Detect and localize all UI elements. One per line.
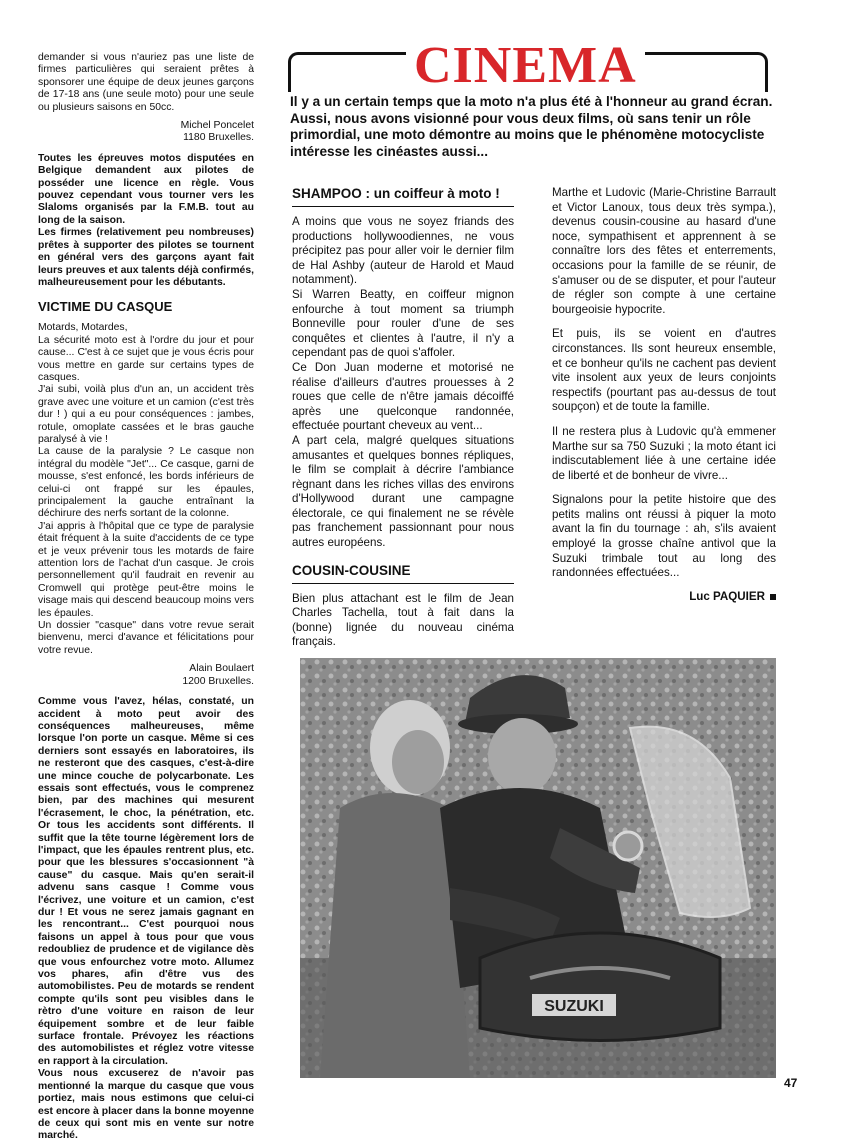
signature-name: Michel Poncelet [180,120,254,132]
letter-text: demander si vous n'auriez pas une liste de firmes particulières qui seraient prêtes à sponsorer une équipe de deux jeunes garçons de 17-18 ans (une seule moto) pour une seule ou plusieurs saisons en 50cc. [38,52,254,113]
review-text: A moins que vous ne soyez friands des productions hollywoodiennes, ne vous précipitez pas pour aller voir le dernier film de Hal Ashby (auteur de Harold et Maud notamment). [292,215,514,287]
shampoo-heading: SHAMPOO : un coiffeur à moto ! [292,186,514,207]
film-still-illustration [300,658,776,1078]
review-text: Signalons pour la petite histoire que des petits malins ont réussi à piquer la moto avant la fin du tournage : ah, s'ils avaient employé la grosse chaîne antivol que la Suzuki trimbale tout au long des randonnées effectuées... [552,493,776,580]
review-text: Il ne restera plus à Ludovic qu'à emmener Marthe sur sa 750 Suzuki ; la moto étant ici indiscutablement liée à une certaine idée de liberté et de bonheur de vivre... [552,424,776,482]
letter-text: Un dossier "casque" dans votre revue serait bienvenu, merci d'avance et félicitations pour votre revue. [38,620,254,656]
section-heading: VICTIME DU CASQUE [38,299,173,315]
letter-text: J'ai appris à l'hôpital que ce type de paralysie était fréquent à la suite d'accidents de ce type et je veux prévenir tous les motards de faire attention lors de l'achat d'un casque. Je crois personnellement qu'il faudrait en revenir au Cromwell qui protège peut-être moins le visage mais qui descend beaucoup moins vers les épaules. [38,520,254,619]
author-signature [552,591,776,603]
review-text: A part cela, malgré quelques situations amusantes et quelques bonnes répliques, le film se complait à décrire l'ambiance règnant dans les riches villas des environs d'Hollywood durant une campagne électorale, ce qui finalement ne se révèle pas franchement passionnant pour nous autres européens. [292,433,514,550]
review-text: Si Warren Beatty, en coiffeur mignon enfourche à tout moment sa triumph Bonneville pour rouler d'une de ses conquêtes et clientes à l'autre, il n'y a cependant pas de quoi s'affoler. [292,287,514,360]
page-number: 47 [784,1076,798,1090]
letter-text: La sécurité moto est à l'ordre du jour et pour cause... C'est à ce sujet que je vous écris pour vous mettre en garde sur certains types de casques. [38,334,254,383]
tank-logo: SUZUKI [544,998,604,1015]
shampoo-column [292,186,514,650]
cousin-column [552,186,776,603]
intro-line: Il y a un certain temps que la moto n'a plus été à l'honneur au grand écran. [290,94,773,109]
film-still-photo [300,658,776,1078]
cinema-header [288,37,776,180]
review-text: Ce Don Juan moderne et motorisé ne réalise d'ailleurs d'autres prouesses à 2 roues que celle de n'être jamais décoiffé après une quelconque randonnée, effectuée pourtant cheveux au vent... [292,360,514,433]
author-name: Luc PAQUIER [689,589,765,603]
review-text: Et puis, ils se voient en d'autres circonstances. Ils sont heureux ensemble, et ce bonheur qu'ils ne cachent pas devient vite insolent aux yeux de leurs conjoints respectifs (pourtant pas au-dessus de tout soupçon) et de toute la famille. [552,327,776,414]
letter-signature [38,120,254,145]
letter-text: J'ai subi, voilà plus d'un an, un accident très grave avec une voiture et un camion (c'est très dur ! ) qui a eu pour conséquences : jambes, rotule, omoplate cassées et le bras gauche paralysé à vie ! [38,384,254,445]
letter-text: La cause de la paralysie ? Le casque non intégral du modèle "Jet"... Ce casque, garni de mousse, s'est enfoncé, les bords inférieurs de celui-ci ont frappé sur les épaules, principalement la gauche entraînant la déchirure des nerfs sortant de la colonne. [38,446,254,520]
editor-reply: Toutes les épreuves motos disputées en Belgique demandent aux pilotes de posséder une licence en règle. Vous pouvez cependant vous tourner vers les Slaloms organisés par la F.M.B. tout au long de la saison. [38,152,254,226]
letter-text: Motards, Motardes, [38,322,128,334]
signature-city: 1180 Bruxelles. [183,132,254,144]
cinema-intro [290,94,774,160]
signature-name: Alain Boulaert [189,663,254,675]
intro-line: Aussi, nous avons visionné pour vous deux films, où sans tenir un rôle primordial, une moto démontre au moins que le phénomène motocycliste intéresse les cinéastes aussi... [290,110,765,159]
cinema-title: CINEMA [406,40,645,92]
review-text: Marthe et Ludovic (Marie-Christine Barrault et Victor Lanoux, tous deux très sympa.), devenus cousin-cousine au hasard d'une noce, sympathisent et apprennent à se connaître lors des fêtes et enterrements, occasions pour la famille de se réunir, de s'amuser ou de se disputer, et pour l'auteur de régler son compte à une certaine bourgeoisie hypocrite. [552,186,776,316]
editor-reply: Comme vous l'avez, hélas, constaté, un accident à moto peut avoir des conséquences malheureuses, même lorsque l'on porte un casque. Même si ces derniers sont essayés en laboratoires, ils ne resteront que des casques, c'est-à-dire une mince couche de polycarbonate. Les essais sont effectués, vous le comprenez bien, par des machines qui mesurent l'écrasement, le choc, la pénétration, etc. Or tous les accidents sont différents. Il suffit que la tête tourne légèrement lors de l'impact, que les épaules rentrent plus, etc. pour que les blessures s'occasionnent "à cause" du casque. Mais qu'en serait-il advenu sans casque ! Comme vous l'écrivez, une voiture et un camion, c'est dur ! Et vous ne serez jamais gagnant en les rencontrant... C'est pourquoi nous faisons un appel à tous pour que vous redoubliez de prudence et de vigilance dès que vous enfourchez votre moto. Allumez vos phares, afin d'être vus des automobilistes. Peu de motards se rendent compte qu'ils sont peu visibles dans le rètro d'une voiture en raison de leur équipement sombre et de leur faible surface frontale. Prévoyez les réactions des automobilistes et réglez votre vitesse en rapport à la circulation. [38,696,254,1067]
editor-reply: Vous nous excuserez de n'avoir pas mentionné la marque du casque que vous portiez, mais nous estimons que celui-ci est encore à placer dans la bonne moyenne de ceux qui sont mis en vente sur notre marché. [38,1068,254,1142]
cousin-heading: COUSIN-COUSINE [292,563,514,584]
letters-column [38,52,254,1143]
end-square-icon [770,594,776,600]
editor-reply: Les firmes (relativement peu nombreuses) prêtes à supporter des pilotes se tournent en général vers des garçons ayant fait leurs preuves et aux talents déjà confirmés, malheureusement pour les débutants. [38,227,254,288]
letter-signature [38,663,254,688]
review-text: Bien plus attachant est le film de Jean Charles Tachella, tout à fait dans la (bonne) lignée du nouveau cinéma français. [292,591,514,649]
signature-city: 1200 Bruxelles. [182,675,254,687]
